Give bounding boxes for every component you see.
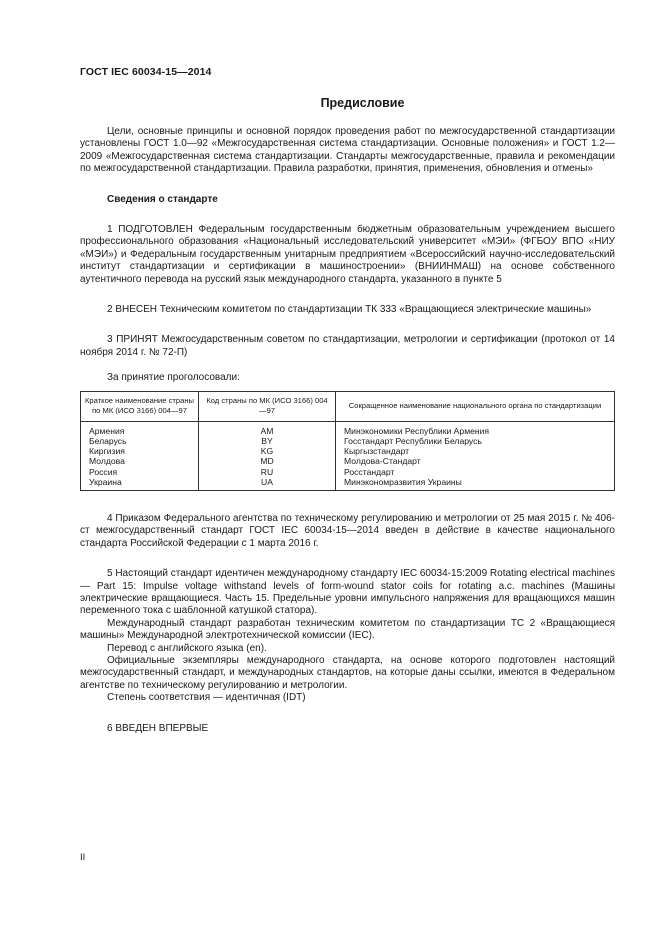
section-heading: Сведения о стандарте (107, 193, 218, 205)
cell-body: Росстандарт (336, 467, 615, 477)
cell-country: Армения (81, 421, 199, 436)
table-row (81, 467, 615, 477)
vote-caption: За принятие проголосовали: (107, 372, 240, 384)
item-3-paragraph: 3 ПРИНЯТ Межгосударственным советом по стандартизации, метрологии и сертификации (протокол от 14 ноября 2014 г. № 72-П) (80, 334, 615, 358)
item-2-paragraph: 2 ВНЕСЕН Техническим комитетом по стандартизации ТК 333 «Вращающиеся электрические машины» (107, 304, 592, 316)
cell-body: Минэкономразвития Украины (336, 477, 615, 491)
table-row (81, 421, 615, 436)
header-country: Краткое наименование страны по МК (ИСО 3166) 004—97 (81, 391, 199, 421)
cell-code: BY (199, 436, 336, 446)
item-1-paragraph: 1 ПОДГОТОВЛЕН Федеральным государственным бюджетным образовательным учреждением высшего профессионального образования «Национальный исследовательский университет «МЭИ» (ФГБОУ ВПО «НИУ «МЭИ») и Федеральным государственным унитарным предприятием «Всероссийский научно-исследовательский институт стандартизации и сертификации в машиностроении» (ВНИИНМАШ) на основе собственного аутентичного перевода на русский язык международного стандарта, указанного в пункте 5 (80, 224, 615, 285)
table-row (81, 436, 615, 446)
cell-body: Кыргызстандарт (336, 446, 615, 456)
cell-code: RU (199, 467, 336, 477)
item-5-copies-paragraph: Официальные экземпляры международного стандарта, на основе которого подготовлен настоящий межгосударственный стандарт, и международных стандартов, на которые даны ссылки, имеются в Федеральном агентстве по техническому регулированию и метрологии. (80, 654, 615, 691)
header-body: Сокращенное наименование национального органа по стандартизации (336, 391, 615, 421)
table-row (81, 456, 615, 466)
cell-country: Украина (81, 477, 199, 491)
cell-code: AM (199, 421, 336, 436)
item-6-paragraph: 6 ВВЕДЕН ВПЕРВЫЕ (107, 722, 209, 734)
item-5-paragraph: 5 Настоящий стандарт идентичен международному стандарту IEC 60034-15:2009 Rotating electrical machines — Part 15: Impulse voltage withstand levels of form-wound stator coils for rotating a.c. machines (Машины электрические вращающиеся. Часть 15. Предельные уровни импульсного напряжения для вращающихся машин переменного тока с шаблонной катушкой статора). (80, 568, 615, 617)
vote-table (80, 391, 615, 491)
intro-paragraph: Цели, основные принципы и основной порядок проведения работ по межгосударственной стандартизации установлены ГОСТ 1.0—92 «Межгосударственная система стандартизации. Основные положения» и ГОСТ 1.2—2009 «Межгосударственная система стандартизации. Стандарты межгосударственные, правила и рекомендации по межгосударственной стандартизации. Правила разработки, принятия, применения, обновления и отмены» (80, 126, 615, 175)
cell-code: UA (199, 477, 336, 491)
item-5-conformity-paragraph: Степень соответствия — идентичная (IDT) (107, 692, 306, 704)
cell-country: Россия (81, 467, 199, 477)
cell-country: Беларусь (81, 436, 199, 446)
item-4-paragraph: 4 Приказом Федерального агентства по техническому регулированию и метрологии от 25 мая 2015 г. № 406-ст межгосударственный стандарт ГОСТ IEC 60034-15—2014 введен в действие в качестве национального стандарта Российской Федерации с 1 марта 2016 г. (80, 512, 615, 549)
page-number: II (80, 852, 86, 863)
table-row (81, 477, 615, 491)
vote-table-header-row (81, 391, 615, 421)
cell-country: Киргизия (81, 446, 199, 456)
cell-code: MD (199, 456, 336, 466)
header-code: Код страны по МК (ИСО 3166) 004—97 (199, 391, 336, 421)
cell-country: Молдова (81, 456, 199, 466)
item-5-committee-paragraph: Международный стандарт разработан техническим комитетом по стандартизации ТС 2 «Вращающиеся машины» Международной электротехнической комиссии (IEC). (80, 617, 615, 642)
cell-body: Молдова-Стандарт (336, 456, 615, 466)
cell-body: Минэкономики Республики Армения (336, 421, 615, 436)
document-body (80, 126, 615, 735)
item-5-translation-paragraph: Перевод с английского языка (en). (107, 642, 267, 654)
cell-body: Госстандарт Республики Беларусь (336, 436, 615, 446)
page-header: ГОСТ IEC 60034-15—2014 (80, 66, 212, 78)
table-row (81, 446, 615, 456)
cell-code: KG (199, 446, 336, 456)
page-title: Предисловие (320, 96, 405, 110)
